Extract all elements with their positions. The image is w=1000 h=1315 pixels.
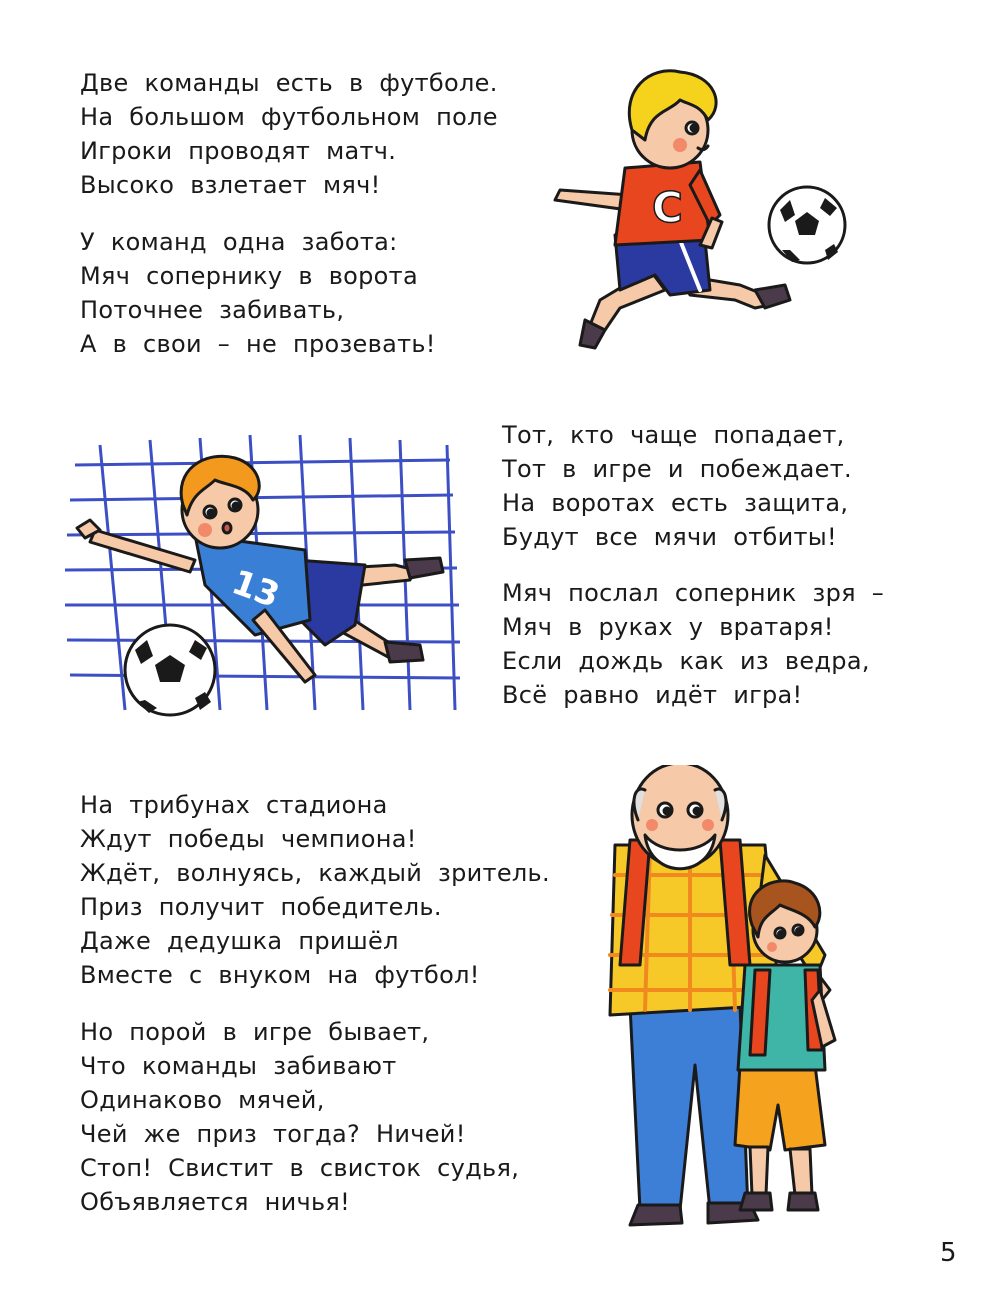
poem-line: Если дождь как из ведра, [502,647,870,675]
poem-line: Приз получит победитель. [80,893,442,921]
stanza-6 [80,1015,519,1219]
poem-line: На воротах есть защита, [502,489,849,517]
soccer-ball-icon [125,625,215,715]
poem-line: Поточнее забивать, [80,296,345,324]
stanza-2 [80,225,436,361]
poem-line: Мяч сопернику в ворота [80,262,418,290]
poem-line: Чей же приз тогда? Ничей! [80,1120,466,1148]
page-number: 5 [940,1238,957,1268]
poem-line: Тот в игре и побеждает. [502,455,852,483]
poem-line: Тот, кто чаще попадает, [502,421,845,449]
poem-line: Игроки проводят матч. [80,137,397,165]
shirt-letter: С [652,183,683,232]
poem-line: Даже дедушка пришёл [80,927,399,955]
poem-line: Мяч послал соперник зря – [502,579,885,607]
poem-line: У команд одна забота: [80,228,398,256]
poem-line: Ждут победы чемпиона! [80,825,417,853]
poem-line: На трибунах стадиона [80,791,388,819]
poem-line: А в свои – не прозевать! [80,330,436,358]
poem-line: Две команды есть в футболе. [80,69,498,97]
poem-line: На большом футбольном поле [80,103,498,131]
poem-line: Одинаково мячей, [80,1086,325,1114]
soccer-ball-icon [769,187,845,263]
poem-line: Высоко взлетает мяч! [80,171,381,199]
poem-line: Будут все мячи отбиты! [502,523,837,551]
poem-line: Ждёт, волнуясь, каждый зритель. [80,859,550,887]
grandpa-and-grandson-illustration [590,765,860,1230]
shirt-number: 13 [226,562,285,617]
poem-line: Но порой в игре бывает, [80,1018,430,1046]
poem-line: Что команды забивают [80,1052,397,1080]
kicking-boy-illustration [540,50,860,360]
poem-line: Вместе с внуком на футбол! [80,961,480,989]
stanza-5 [80,788,550,992]
stanza-1 [80,66,498,202]
poem-line: Стоп! Свистит в свисток судья, [80,1154,520,1182]
poem-line: Объявляется ничья! [80,1188,351,1216]
goalkeeper-illustration [55,420,465,720]
poem-line: Всё равно идёт игра! [502,681,803,709]
stanza-3 [502,418,852,554]
stanza-4 [502,576,884,712]
poem-line: Мяч в руках у вратаря! [502,613,834,641]
